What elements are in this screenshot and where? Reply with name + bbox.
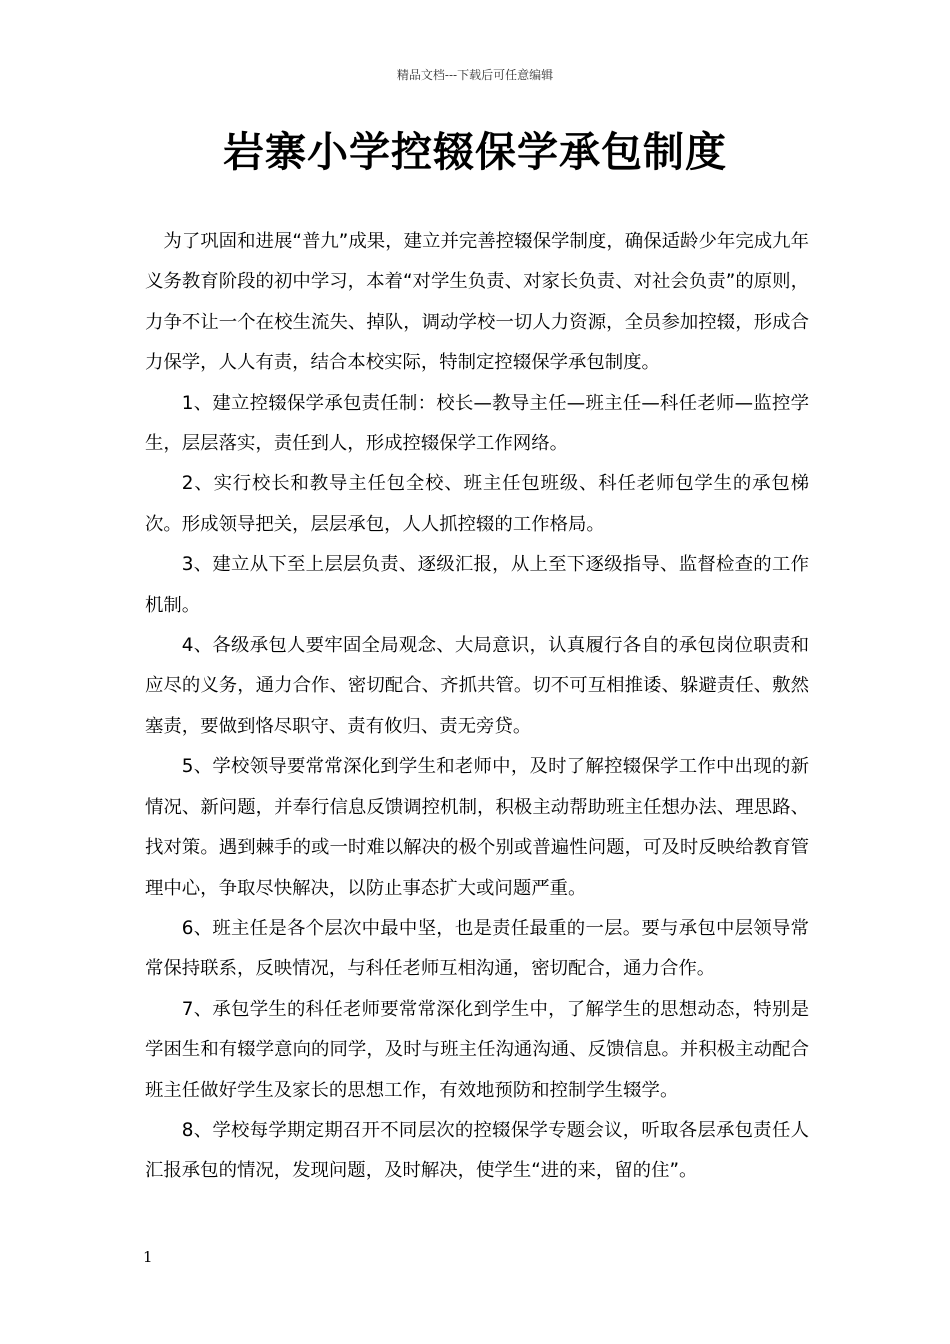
- clause-8-paragraph: 8、学校每学期定期召开不同层次的控辍保学专题会议，听取各层承包责任人汇报承包的情况，发现问题，及时解决，使学生“进的来，留的住”。: [145, 1119, 809, 1182]
- clause-3-paragraph: 3、建立从下至上层层负责、逐级汇报，从上至下逐级指导、监督检查的工作机制。: [145, 554, 809, 616]
- document-body: [145, 222, 809, 1192]
- intro-paragraph: 为了巩固和进展“普九”成果，建立并完善控辍保学制度，确保适龄少年完成九年义务教育阶段的初中学习，本着“对学生负责、对家长负责、对社会负责”的原则，力争不让一个在校生流失、掉队，调动学校一切人力资源，全员参加控辍，形成合力保学，人人有责，结合本校实际，特制定控辍保学承包制度。: [145, 231, 809, 374]
- clause-5-paragraph: 5、学校领导要常常深化到学生和老师中，及时了解控辍保学工作中出现的新情况、新问题，并奉行信息反馈调控机制，积极主动帮助班主任想办法、理思路、找对策。遇到棘手的或一时难以解决的极个别或普遍性问题，可及时反映给教育管理中心，争取尽快解决，以防止事态扩大或问题严重。: [145, 756, 809, 899]
- clause-7-paragraph: 7、承包学生的科任老师要常常深化到学生中，了解学生的思想动态，特别是学困生和有辍学意向的同学，及时与班主任沟通沟通、反馈信息。并积极主动配合班主任做好学生及家长的思想工作，有效地预防和控制学生辍学。: [145, 998, 809, 1101]
- page-header-note: 精品文档---下载后可任意编辑: [396, 68, 554, 82]
- clause-6-paragraph: 6、班主任是各个层次中最中坚，也是责任最重的一层。要与承包中层领导常常保持联系，反映情况，与科任老师互相沟通，密切配合，通力合作。: [145, 917, 809, 980]
- clause-4-paragraph: 4、各级承包人要牢固全局观念、大局意识，认真履行各自的承包岗位职责和应尽的义务，通力合作、密切配合、齐抓共管。切不可互相推诿、躲避责任、敷然塞责，要做到恪尽职守、责有攸归、责无旁贷。: [145, 635, 809, 737]
- clause-2-paragraph: 2、实行校长和教导主任包全校、班主任包班级、科任老师包学生的承包梯次。形成领导把关，层层承包，人人抓控辍的工作格局。: [145, 473, 809, 535]
- document-title: 岩寨小学控辍保学承包制度: [223, 128, 727, 176]
- page-number: 1: [143, 1248, 153, 1266]
- clause-1-paragraph: 1、建立控辍保学承包责任制：校长—教导主任—班主任—科任老师—监控学生，层层落实，责任到人，形成控辍保学工作网络。: [145, 392, 809, 455]
